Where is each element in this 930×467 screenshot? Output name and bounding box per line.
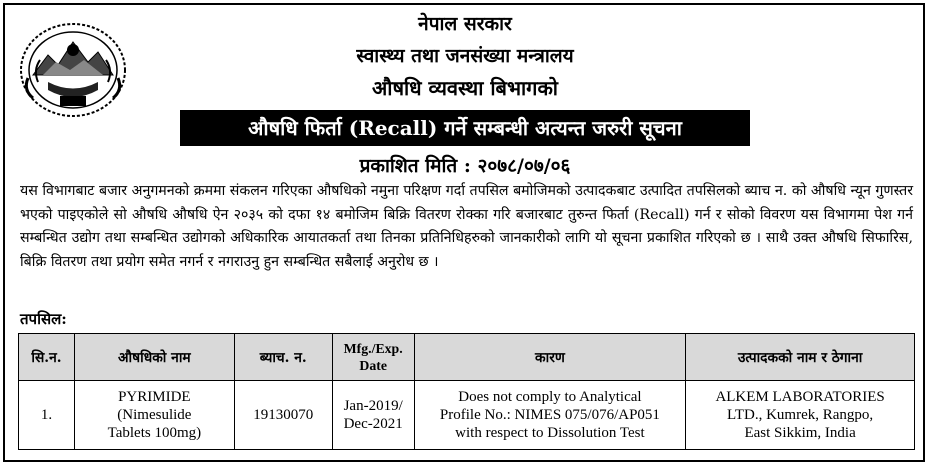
mfg-date: Jan-2019/ [343, 398, 403, 414]
reason-line3: with respect to Dissolution Test [455, 425, 645, 441]
government-name: नेपाल सरकार [418, 13, 512, 35]
department-name: औषधि व्यवस्था बिभागको [372, 76, 558, 100]
medicine-name-line3: Tablets 100mg) [107, 425, 202, 441]
recall-table [18, 333, 915, 450]
header-mfg-exp-line1: Mfg./Exp. [343, 341, 403, 356]
cell-medicine-name [74, 381, 234, 450]
ministry-name: स्वास्थ्य तथा जनसंख्या मन्त्रालय [356, 45, 574, 67]
manufacturer-line3: East Sikkim, India [744, 425, 856, 441]
medicine-name-line2: (Nimesulide [117, 407, 192, 423]
cell-batch-no: 19130070 [234, 381, 332, 450]
header-manufacturer: उत्पादकको नाम र ठेगाना [686, 334, 915, 381]
header-mfg-exp-line2: Date [359, 358, 387, 373]
notice-title-bar [180, 110, 750, 146]
header-reason: कारण [414, 334, 686, 381]
cell-manufacturer [686, 381, 915, 450]
published-date: प्रकाशित मिति : २०७८/०७/०६ [359, 155, 571, 177]
manufacturer-line2: LTD., Kumrek, Rangpo, [727, 407, 874, 423]
header-medicine-name: औषधिको नाम [74, 334, 234, 381]
notice-title: औषधि फिर्ता (Recall) गर्ने सम्बन्धी अत्यन्त जरुरी सूचना [248, 116, 682, 140]
reason-line1: Does not comply to Analytical [458, 389, 642, 405]
notice-body: यस विभागबाट बजार अनुगमनको क्रममा संकलन गरिएका औषधिको नमुना परिक्षण गर्दा तपसिल बमोजिमको उत्पादकबाट उत्पादित तपसिलको ब्याच न. को औषधि न्यून गुणस्तर भएको पाइएकोले सो औषधि औषधि ऐन २०३५ को दफा १४ बमोजिम बिक्रि वितरण रोक्का गरि बजारबाट तुरुन्त फिर्ता (Recall) गर्न र सोको विवरण यस विभागमा पेश गर्न सम्बन्धित उद्योग तथा सम्बन्धित उद्योगको अधिकारिक आयातकर्ता तथा तिनका प्रतिनिधिहरुको जानकारीको लागि यो सूचना प्रकाशित गरिएको छ । साथै उक्त औषधि सिफारिस, बिक्रि वितरण तथा प्रयोग समेत नगर्न र नगराउनु हुन सम्बन्धित सबैलाई अनुरोध छ । [20, 183, 913, 270]
details-label: तपसिल: [20, 310, 67, 328]
cell-mfg-exp [332, 381, 414, 450]
medicine-name-line1: PYRIMIDE [118, 389, 191, 405]
header-mfg-exp [332, 334, 414, 381]
table-header-row [19, 334, 915, 381]
cell-sn: 1. [19, 381, 75, 450]
cell-reason [414, 381, 686, 450]
header-batch-no: ब्याच. न. [234, 334, 332, 381]
manufacturer-line1: ALKEM LABORATORIES [715, 389, 885, 405]
table-row [19, 381, 915, 450]
header-sn: सि.न. [19, 334, 75, 381]
exp-date: Dec-2021 [343, 416, 403, 432]
reason-line2: Profile No.: NIMES 075/076/AP051 [439, 407, 660, 423]
